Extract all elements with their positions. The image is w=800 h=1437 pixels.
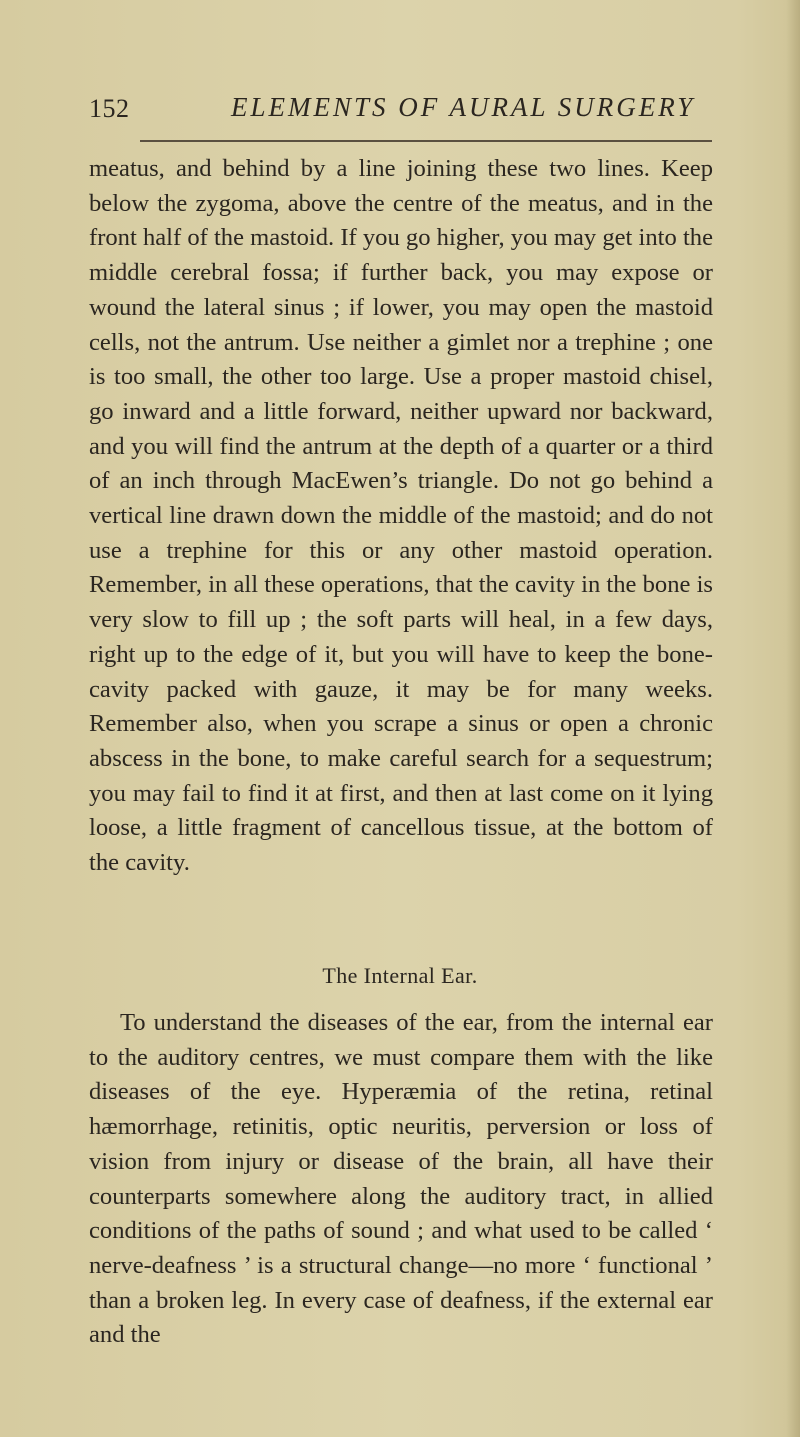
section-heading: The Internal Ear. (322, 963, 478, 988)
page-edge-shadow (786, 0, 800, 1437)
body-paragraph: meatus, and behind by a line joining these two lines. Keep below the zygoma, above the centre of the meatus, and in the front half of the mastoid. If you go higher, you may get into the middle cerebral fossa; if further back, you may expose or wound the lateral sinus ; if lower, you may open the mastoid cells, not the antrum. Use neither a gimlet nor a trephine ; one is too small, the other too large. Use a proper mastoid chisel, go inward and a little forward, neither upward nor backward, and you will find the antrum at the depth of a quarter or a third of an inch through MacEwen’s triangle. Do not go behind a vertical line drawn down the middle of the mastoid; and do not use a trephine for this or any other mastoid operation. Remember, in all these operations, that the cavity in the bone is very slow to fill up ; the soft parts will heal, in a few days, right up to the edge of it, but you will have to keep the bone-cavity packed with gauze, it may be for many weeks. Remember also, when you scrape a sinus or open a chronic abscess in the bone, to make careful search for a sequestrum; you may fail to find it at first, and then at last come on it lying loose, a little fragment of cancellous tissue, at the bottom of the cavity. (89, 155, 713, 877)
page-number: 152 (89, 94, 130, 123)
body-paragraph: To understand the diseases of the ear, from the internal ear to the auditory centres, we must compare them with the like diseases of the eye. Hyperæmia of the retina, retinal hæmorrhage, retinitis, optic neuritis, perversion or loss of vision from injury or disease of the brain, all have their counterparts somewhere along the auditory tract, in allied conditions of the paths of sound ; and what used to be called ‘ nerve-deafness ’ is a structural change—no more ‘ functional ’ than a broken leg. In every case of deafness, if the external ear and the (89, 1009, 713, 1349)
running-title: ELEMENTS OF AURAL SURGERY (231, 92, 696, 122)
page-header (89, 92, 710, 128)
header-rule (140, 140, 712, 142)
